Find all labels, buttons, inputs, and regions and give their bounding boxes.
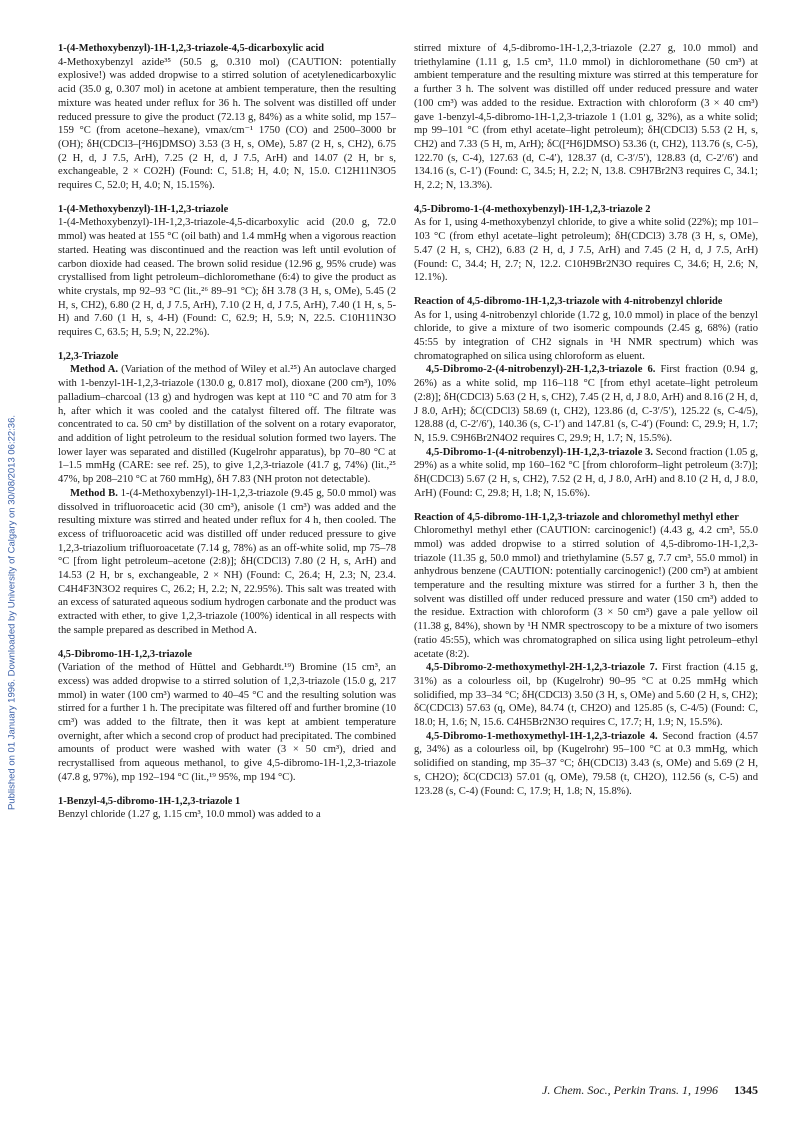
paragraph: 1-(4-Methoxybenzyl)-1H-1,2,3-triazole-4,5-dicarboxylic acid (20.0 g, 72.0 mmol) was heated at 155 °C (oil bath) and 1.4 mmHg when a vigorous reaction started. Heating was discontinued and the reaction was left until evolution of carbon dioxide had ceased. The brown solid residue (12.96 g, 95% crude) was crystallised from light petroleum–dichloromethane (6:4) to give the product as white crystals, mp 92–93 °C (lit.,²⁶ 89–91 °C); δH 3.78 (3 H, s, OMe), 5.45 (2 H, s, CH2), 6.80 (2 H, d, J 7.5, ArH), 7.10 (2 H, d, J 7.5, ArH), 7.40 (1 H, s, 5-H) and 7.60 (1 H, s, 4-H) (Found: C, 62.9; H, 5.9; N, 22.5. C10H11N3O requires C, 63.5; H, 5.9; N, 22.2%). xyxy=(58,217,396,339)
run-in-heading: Method B. xyxy=(70,487,118,499)
paragraph: (Variation of the method of Hüttel and Gebhardt.¹⁹) Bromine (15 cm³, an excess) was added dropwise to a stirred solution of 1,2,3-triazole (15.0 g, 217 mmol) in water (100 cm³) warmed to 40–45 °C and the resulting solution was stirred for a further 1 h. The precipitate was filtered off and further bromine (10 cm³) was added to the filtrate, then it was kept at ambient temperature overnight, after which a second crop of product had precipitated. The combined amounts of product were washed with water (3 × 50 cm³), dried and recrystallised from aqueous methanol, to give 4,5-dibromo-1H-1,2,3-triazole (47.8 g, 97%), mp 192–194 °C (lit.,¹⁹ 95%, mp 194 °C). xyxy=(58,662,396,783)
section xyxy=(414,295,758,501)
section-heading: 1-Benzyl-4,5-dibromo-1H-1,2,3-triazole 1 xyxy=(58,795,241,807)
run-in-heading: 4,5-Dibromo-2-(4-nitrobenzyl)-2H-1,2,3-triazole 6. xyxy=(426,364,656,376)
download-watermark: Published on 01 January 1996. Downloaded by University of Calgary on 30/08/2013 06:22:36. xyxy=(6,414,18,811)
right-column xyxy=(414,42,758,808)
paragraph: stirred mixture of 4,5-dibromo-1H-1,2,3-triazole (2.27 g, 10.0 mmol) and triethylamine (1.11 g, 1.5 cm³, 11.0 mmol) in dichloromethane (50 cm³) at ambient temperature and the resulting mixture was stirred at this temperature for a further 3 h. The solvent was distilled off under reduced pressure and water (100 cm³) was added to the residue. Extraction with chloroform (3 × 40 cm³) gave 1-benzyl-4,5-dibromo-1H-1,2,3-triazole 1 (1.01 g, 32%), as a white solid; mp 99–101 °C (from ethyl acetate–light petroleum); δH(CDCl3) 5.53 (2 H, s, CH2) and 7.33 (5 H, m, ArH); δC([²H6]DMSO) 53.36 (t, CH2), 113.76 (s, C-5), 122.70 (s, C-4), 127.63 (d, C-4′), 128.37 (d, C-3′/5′), 128.83 (d, C-2′/6′) and 134.16 (s, C-1′) (Found: C, 34.5; H, 2.2; N, 13.8. C9H7Br2N3 requires C, 34.1; H, 2.2; N, 13.3%). xyxy=(414,43,758,192)
paragraph-text: Second fraction (1.05 g, 29%) as a white solid, mp 160–162 °C [from chloroform–light petroleum (3:7)]; δH(CDCl3) 5.67 (2 H, s, CH2), 7.52 (2 H, d, J 8.0, ArH) and 8.10 (2 H, d, J 8.0, ArH) (Found: C, 29.8; H, 1.8; N, 15.6%). xyxy=(414,446,758,499)
paragraph xyxy=(414,661,758,730)
paragraph: As for 1, using 4-nitrobenzyl chloride (1.72 g, 10.0 mmol) in place of the benzyl chloride, to give a mixture of two isomeric compounds (2.45 g, 68%) (ratio 45:55 by integration of CH2 signals in ¹H NMR spectrum) which was chromatographed on silica using chloroform as eluent. xyxy=(414,309,758,362)
left-column xyxy=(58,42,396,832)
page-footer xyxy=(414,1083,758,1098)
run-in-heading: 4,5-Dibromo-1-methoxymethyl-1H-1,2,3-triazole 4. xyxy=(426,730,658,742)
paragraph-text: (Variation of the method of Wiley et al.²⁵) An autoclave charged with 1-benzyl-1H-1,2,3-triazole (130.0 g, 0.817 mol), dioxane (200 cm³), 10% palladium–charcoal (13 g) and hydrogen was kept at 110 °C and 70 atm for 3 h, after which it was cooled and the catalyst filtered off. The filtrate was concentrated to ca. 50 cm³ by distillation of the solvent on a rotary evaporator, and addition of light petroleum to the residual solution formed two layers. The lower layer was separated and distilled (Kugelrohr apparatus), bp 70–80 °C at 1–1.5 mmHg (CARE: see ref. 25), to give 1,2,3-triazole (41.7 g, 74%) (lit.,²⁵ 47%, bp 208–210 °C at 760 mmHg), δH 7.83 (NH proton not detectable). xyxy=(58,364,396,486)
paragraph-text: 1-(4-Methoxybenzyl)-1H-1,2,3-triazole (9.45 g, 50.0 mmol) was dissolved in trifluoroacetic acid (30 cm³), anisole (1 cm³) was added and the resulting mixture was stirred and heated under reflux for 4 h, then cooled. The excess of trifluoroacetic acid was distilled off under reduced pressure to give 1,2,3-triazolium trifluoroacetate (7.14 g, 78%) as an off-white solid, mp 75–78 °C [from light petroleum–acetone (2:8)]; δH(CDCl3) 7.80 (2 H, s, ArH) and 14.53 (2 H, br s, exchangeable, 2 × NH) (Found: C, 26.4; H, 2.3; N, 23.4. C4H4F3N3O2 requires C, 26.2; H, 2.2; N, 22.95%). This salt was treated with an excess of saturated aqueous sodium hydrogen carbonate and the product was extracted with ether, to give 1,2,3-triazole (100%) identical in all respects with the sample prepared as described in Method A. xyxy=(58,487,397,636)
paragraph xyxy=(414,363,758,445)
section-heading: 1-(4-Methoxybenzyl)-1H-1,2,3-triazole xyxy=(58,203,229,215)
paragraph: Chloromethyl methyl ether (CAUTION: carcinogenic!) (4.43 g, 4.2 cm³, 55.0 mmol) was added dropwise to a stirred solution of 4,5-dibromo-1H-1,2,3-triazole (11.35 g, 50.0 mmol) and triethylamine (5.57 g, 7.7 cm³, 55.0 mmol) in anhydrous benzene (CAUTION: potentially carcinogenic!) (200 cm³) at ambient temperature and the resulting mixture was stirred for a further 3 h, then the solvent was distilled off under reduced pressure and water (150 cm³) added to the residue. Extraction with chloroform (3 × 50 cm³) gave a pale yellow oil (11.38 g, 84%), shown by ¹H NMR spectroscopy to be a mixture of two isomers (ratio 45:55), which was chromatographed on silica using light petroleum–ethyl acetate (8:2). xyxy=(414,525,758,660)
section-heading: 4,5-Dibromo-1-(4-methoxybenzyl)-1H-1,2,3-triazole 2 xyxy=(414,203,651,215)
paragraph xyxy=(58,487,396,638)
section xyxy=(58,350,396,638)
run-in-heading: 4,5-Dibromo-1-(4-nitrobenzyl)-1H-1,2,3-triazole 3. xyxy=(426,446,654,458)
section xyxy=(414,511,758,799)
page-number: 1345 xyxy=(734,1083,758,1097)
paragraph xyxy=(58,363,396,486)
run-in-heading: Method A. xyxy=(70,364,119,376)
paragraph-text: First fraction (0.94 g, 26%) as a white solid, mp 116–118 °C [from ethyl acetate–light petroleum (2:8)]; δH(CDCl3) 5.63 (2 H, s, CH2), 7.45 (2 H, d, J 8.0, ArH) and 8.16 (2 H, d, J 8.0, ArH); δC(CDCl3) 58.69 (t, CH2), 123.86 (d, C-3′/5′), 125.22 (s, C-4/5), 128.88 (d, C-2′/6′), 140.36 (s, C-1′) and 147.81 (s, C-4′) (Found: C, 29.9; H, 1.7; N, 15.9. C9H6Br2N4O2 requires C, 29.9; H, 1.7; N, 15.5%). xyxy=(414,364,759,444)
section xyxy=(414,42,758,193)
paragraph-text: First fraction (4.15 g, 31%) as a colourless oil, bp (Kugelrohr) 90–95 °C at 0.25 mmHg which solidified, mp 33–34 °C; δH(CDCl3) 3.50 (3 H, s, OMe) and 5.60 (2 H, s, CH2); δC(CDCl3) 57.63 (q, OMe), 84.74 (t, CH2O) and 125.85 (s, C-4/5) (Found: C, 18.0; H, 1.6; N, 15.6. C4H5Br2N3O requires C, 17.7; H, 1.9; N, 15.5%). xyxy=(414,662,759,729)
section-heading: 1,2,3-Triazole xyxy=(58,350,119,362)
section-heading: Reaction of 4,5-dibromo-1H-1,2,3-triazole with 4-nitrobenzyl chloride xyxy=(414,295,723,307)
section xyxy=(58,203,396,340)
paragraph xyxy=(414,730,758,799)
section-heading: 1-(4-Methoxybenzyl)-1H-1,2,3-triazole-4,5-dicarboxylic acid xyxy=(58,43,325,54)
section-heading: Reaction of 4,5-dibromo-1H-1,2,3-triazole and chloromethyl methyl ether xyxy=(414,511,739,523)
paragraph: 4-Methoxybenzyl azide³⁵ (50.5 g, 0.310 mol) (CAUTION: potentially explosive!) was added dropwise to a stirred solution of acetylenedicarboxylic acid (35.0 g, 0.307 mol) in acetone at ambient temperature, then the resulting mixture was heated under reflux for 36 h. The solvent was distilled off under reduced pressure to give the product (72.13 g, 84%) as a white solid, mp 157–159 °C (from acetone–hexane), νmax/cm⁻¹ 1750 (CO) and 2500–3000 br (OH); δH(CDCl3–[²H6]DMSO) 3.53 (3 H, s, OMe), 5.87 (2 H, s, CH2), 6.75 (2 H, d, J 7.5, ArH), 7.25 (2 H, d, J 7.5, ArH) and 14.07 (2 H, br s, exchangeable, 2 × CO2H) (Found: C, 51.8; H, 4.0; N, 15.0. C12H11N3O5 requires C, 52.0; H, 4.0; N, 15.15%). xyxy=(58,56,396,192)
journal-citation: J. Chem. Soc., Perkin Trans. 1, 1996 xyxy=(542,1083,718,1097)
run-in-heading: 4,5-Dibromo-2-methoxymethyl-2H-1,2,3-triazole 7. xyxy=(426,662,658,674)
section xyxy=(58,648,396,785)
section xyxy=(414,203,758,285)
paragraph: Benzyl chloride (1.27 g, 1.15 cm³, 10.0 mmol) was added to a xyxy=(58,809,321,821)
section xyxy=(58,795,396,822)
paragraph xyxy=(414,446,758,501)
section-heading: 4,5-Dibromo-1H-1,2,3-triazole xyxy=(58,648,192,660)
paragraph: As for 1, using 4-methoxybenzyl chloride, to give a white solid (22%); mp 101–103 °C (from ethyl acetate–light petroleum); δH(CDCl3) 3.78 (3 H, s, OMe), 5.47 (2 H, s, CH2), 6.83 (2 H, d, J 7.5, ArH) and 7.45 (2 H, d, J 7.5, ArH) (Found: C, 34.4; H, 2.7; N, 12.2. C10H9Br2N3O requires C, 34.6; H, 2.6; N, 12.1%). xyxy=(414,217,758,284)
paragraph-text: Second fraction (4.57 g, 34%) as a colourless oil, bp (Kugelrohr) 95–100 °C at 0.3 mmHg, which solidified on standing, mp 35–37 °C; δH(CDCl3) 3.43 (s, OMe) and 5.69 (2 H, s, CH2O); δC(CDCl3) 57.01 (q, OMe), 79.58 (t, CH2O), 112.56 (s, C-5) and 123.28 (s, C-4) (Found: C, 17.9; H, 1.8; N, 15.8%). xyxy=(414,730,758,797)
section xyxy=(58,42,396,193)
